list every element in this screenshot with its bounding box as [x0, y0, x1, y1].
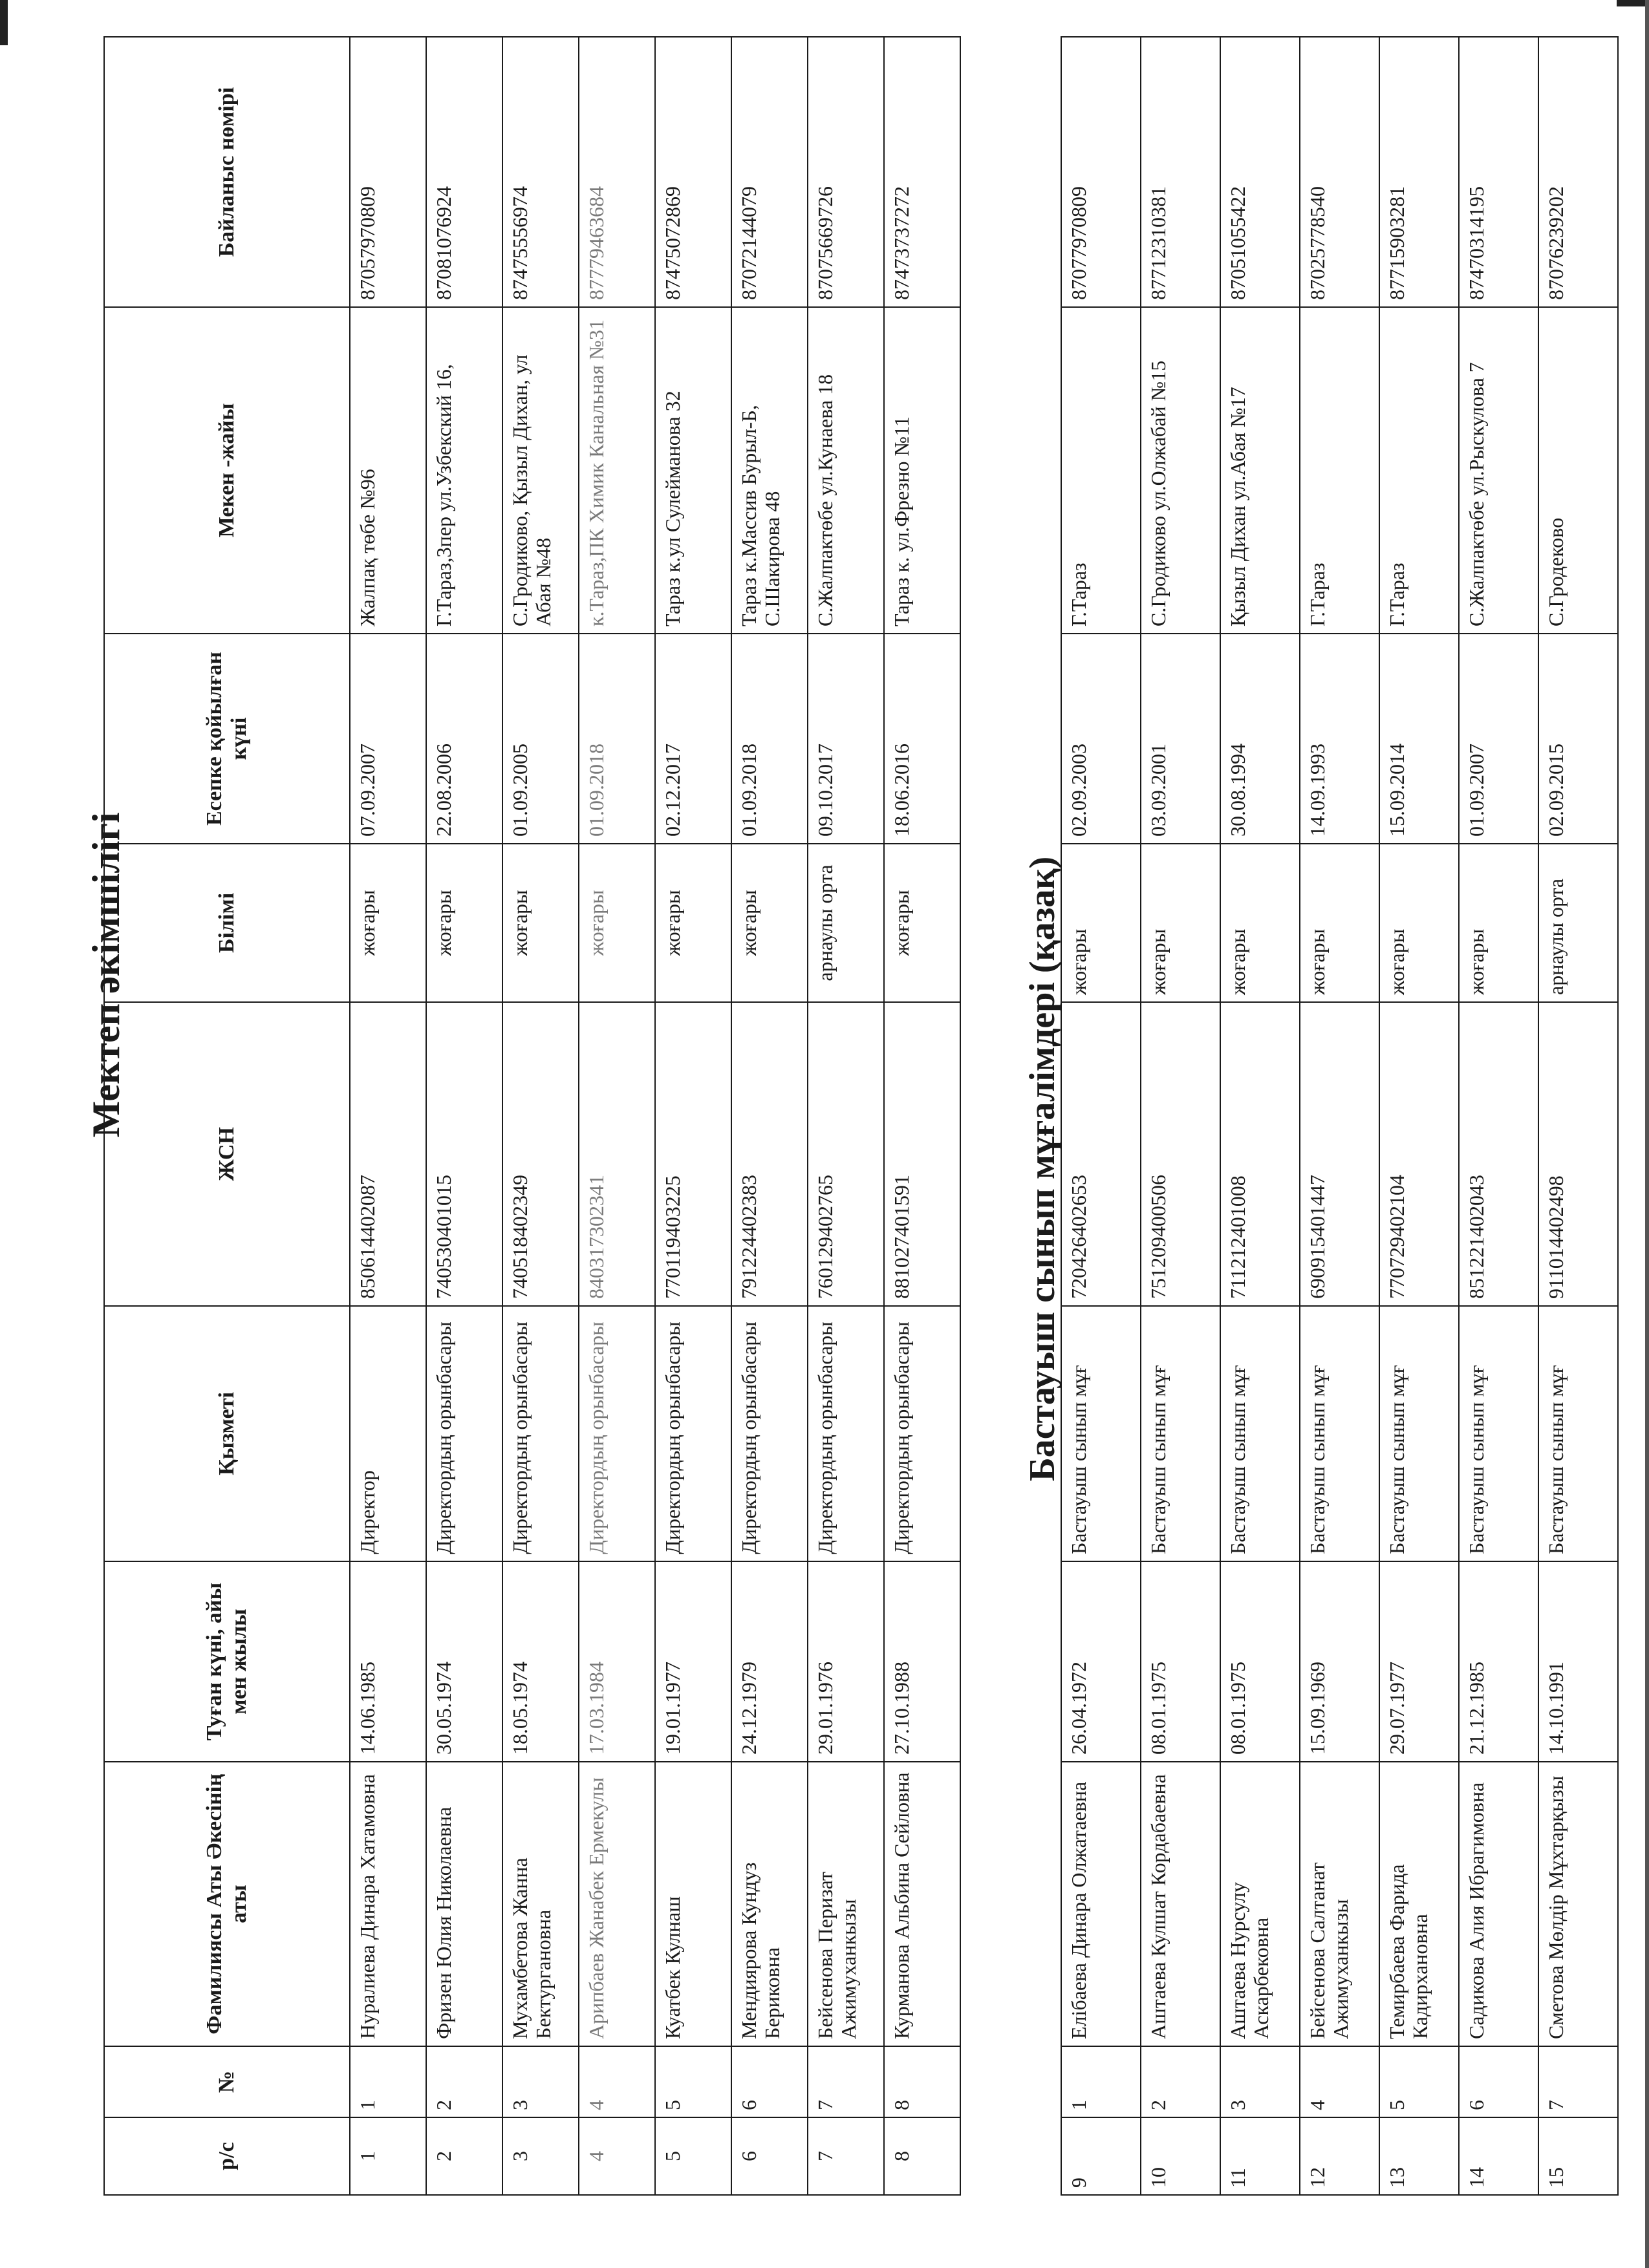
cell-education: жоғары — [1459, 844, 1538, 1002]
cell-phone: 87051055422 — [1220, 37, 1300, 307]
cell-iin: 791224402383 — [731, 1002, 808, 1306]
cell-no: 1 — [350, 2046, 426, 2117]
primary-section-title: Бастауыш сынып мұғалімдері (қазақ) — [1022, 856, 1062, 1482]
cell-name: Нуралиева Динара Хатамовна — [350, 1762, 426, 2046]
cell-rc: 2 — [426, 2117, 502, 2195]
cell-no: 7 — [808, 2046, 884, 2117]
table-row — [731, 37, 808, 2195]
cell-no: 1 — [1061, 2046, 1141, 2117]
cell-registered: 09.10.2017 — [808, 634, 884, 844]
cell-name: Темирбаева Фарида Кадирхановна — [1379, 1762, 1459, 2046]
header-iin: ЖСН — [104, 1002, 350, 1306]
cell-registered: 01.09.2005 — [502, 634, 579, 844]
cell-rc: 1 — [350, 2117, 426, 2195]
table-row — [426, 37, 502, 2195]
table-row — [1061, 37, 1141, 2195]
cell-phone: 87712310381 — [1141, 37, 1220, 307]
cell-position: Бастауыш сынып мұғ — [1061, 1306, 1141, 1561]
cell-registered: 22.08.2006 — [426, 634, 502, 844]
cell-position: Бастауыш сынып мұғ — [1459, 1306, 1538, 1561]
cell-position: Бастауыш сынып мұғ — [1538, 1306, 1618, 1561]
cell-registered: 15.09.2014 — [1379, 634, 1459, 844]
cell-phone: 87077970809 — [1061, 37, 1141, 307]
cell-address: Тараз к. ул.Фрезно №11 — [884, 307, 960, 634]
cell-position: Директордың орынбасары — [579, 1306, 655, 1561]
cell-position: Директордың орынбасары — [502, 1306, 579, 1561]
cell-iin: 850614402087 — [350, 1002, 426, 1306]
cell-education: жоғары — [1300, 844, 1379, 1002]
table-row — [1538, 37, 1618, 2195]
cell-education: арнаулы орта — [1538, 844, 1618, 1002]
table-row — [655, 37, 731, 2195]
cell-birth: 14.10.1991 — [1538, 1561, 1618, 1762]
cell-birth: 14.06.1985 — [350, 1561, 426, 1762]
header-registered: Есепке қойылған күні — [104, 634, 350, 844]
cell-rc: 14 — [1459, 2117, 1538, 2195]
cell-address: С.Гродиково, Қызыл Дихан, ул Абая №48 — [502, 307, 579, 634]
cell-birth: 21.12.1985 — [1459, 1561, 1538, 1762]
cell-education: жоғары — [502, 844, 579, 1002]
cell-iin: 720426402653 — [1061, 1002, 1141, 1306]
cell-birth: 15.09.1969 — [1300, 1561, 1379, 1762]
header-rc: р/с — [104, 2117, 350, 2195]
cell-iin: 911014402498 — [1538, 1002, 1618, 1306]
cell-address: Тараз к.ул Сулейманова 32 — [655, 307, 731, 634]
cell-birth: 27.10.1988 — [884, 1561, 960, 1762]
cell-iin: 760129402765 — [808, 1002, 884, 1306]
cell-birth: 30.05.1974 — [426, 1561, 502, 1762]
cell-birth: 19.01.1977 — [655, 1561, 731, 1762]
cell-no: 2 — [426, 2046, 502, 2117]
cell-birth: 24.12.1979 — [731, 1561, 808, 1762]
header-no: № — [104, 2046, 350, 2117]
cell-rc: 12 — [1300, 2117, 1379, 2195]
cell-name: Сметова Мөлдір Мұхтарқызы — [1538, 1762, 1618, 2046]
header-name: Фамилиясы Аты Әкесінің аты — [104, 1762, 350, 2046]
admin-section-title: Мектеп әкімшілігі — [85, 812, 127, 1138]
cell-education: жоғары — [426, 844, 502, 1002]
cell-birth: 18.05.1974 — [502, 1561, 579, 1762]
cell-rc: 13 — [1379, 2117, 1459, 2195]
cell-no: 5 — [1379, 2046, 1459, 2117]
cell-registered: 30.08.1994 — [1220, 634, 1300, 844]
cell-rc: 5 — [655, 2117, 731, 2195]
table-row — [1141, 37, 1220, 2195]
cell-name: Курманова Альбина Сейловна — [884, 1762, 960, 2046]
cell-rc: 6 — [731, 2117, 808, 2195]
cell-birth: 17.03.1984 — [579, 1561, 655, 1762]
table-row — [502, 37, 579, 2195]
table-row — [884, 37, 960, 2195]
cell-no: 3 — [1220, 2046, 1300, 2117]
cell-education: арнаулы орта — [808, 844, 884, 1002]
cell-education: жоғары — [884, 844, 960, 1002]
cell-address: С.Гродеково — [1538, 307, 1618, 634]
cell-rc: 3 — [502, 2117, 579, 2195]
cell-birth: 29.07.1977 — [1379, 1561, 1459, 1762]
cell-position: Бастауыш сынып мұғ — [1220, 1306, 1300, 1561]
cell-address: С.Гродиково ул.Олжабай №15 — [1141, 307, 1220, 634]
cell-education: жоғары — [1141, 844, 1220, 1002]
cell-phone: 87076239202 — [1538, 37, 1618, 307]
cell-phone: 87081076924 — [426, 37, 502, 307]
cell-address: Г.Тараз — [1379, 307, 1459, 634]
cell-registered: 01.09.2018 — [731, 634, 808, 844]
cell-no: 2 — [1141, 2046, 1220, 2117]
cell-address: Г.Тараз — [1061, 307, 1141, 634]
cell-registered: 07.09.2007 — [350, 634, 426, 844]
cell-no: 8 — [884, 2046, 960, 2117]
cell-rc: 4 — [579, 2117, 655, 2195]
cell-address: С.Жалпактөбе ул.Кунаева 18 — [808, 307, 884, 634]
header-phone: Байланыс нөмірі — [104, 37, 350, 307]
cell-name: Аштаева Кулшат Кордабаевна — [1141, 1762, 1220, 2046]
cell-phone: 87470314195 — [1459, 37, 1538, 307]
table-row — [579, 37, 655, 2195]
cell-rc: 11 — [1220, 2117, 1300, 2195]
cell-position: Директордың орынбасары — [426, 1306, 502, 1561]
cell-name: Арипбаев Жанабек Ермекулы — [579, 1762, 655, 2046]
cell-name: Куатбек Кулнаш — [655, 1762, 731, 2046]
cell-no: 6 — [731, 2046, 808, 2117]
cell-registered: 03.09.2001 — [1141, 634, 1220, 844]
header-birth: Туған күні, айы мен жылы — [104, 1561, 350, 1762]
cell-address: Қызыл Дихан ул.Абая №17 — [1220, 307, 1300, 634]
cell-name: Мухамбетова Жанна Бектургановна — [502, 1762, 579, 2046]
cell-education: жоғары — [579, 844, 655, 1002]
cell-birth: 08.01.1975 — [1141, 1561, 1220, 1762]
header-address: Мекен -жайы — [104, 307, 350, 634]
cell-address: Г.Тараз,3пер ул.Узбекский 16, — [426, 307, 502, 634]
cell-iin: 851221402043 — [1459, 1002, 1538, 1306]
cell-address: к.Тараз,ПК Химик Канальная №31 — [579, 307, 655, 634]
cell-registered: 01.09.2007 — [1459, 634, 1538, 844]
cell-position: Директордың орынбасары — [731, 1306, 808, 1561]
cell-no: 5 — [655, 2046, 731, 2117]
cell-iin: 770729402104 — [1379, 1002, 1459, 1306]
cell-education: жоғары — [350, 844, 426, 1002]
cell-iin: 711212401008 — [1220, 1002, 1300, 1306]
cell-address: Жалпақ төбе №96 — [350, 307, 426, 634]
cell-position: Директордың орынбасары — [808, 1306, 884, 1561]
cell-phone: 87475556974 — [502, 37, 579, 307]
cell-address: Тараз к.Массив Бурыл-Б, С.Шакирова 48 — [731, 307, 808, 634]
cell-registered: 02.12.2017 — [655, 634, 731, 844]
cell-phone: 87072144079 — [731, 37, 808, 307]
table-row — [1459, 37, 1538, 2195]
cell-phone: 87779463684 — [579, 37, 655, 307]
table-row — [808, 37, 884, 2195]
admin-table-header — [104, 37, 350, 2195]
cell-position: Директордың орынбасары — [884, 1306, 960, 1561]
cell-education: жоғары — [1379, 844, 1459, 1002]
table-row — [1220, 37, 1300, 2195]
cell-position: Бастауыш сынып мұғ — [1300, 1306, 1379, 1561]
primary-teachers-table — [1061, 36, 1619, 2196]
cell-no: 6 — [1459, 2046, 1538, 2117]
table-row — [1379, 37, 1459, 2195]
cell-name: Аштаева Нурсулу Аскарбековна — [1220, 1762, 1300, 2046]
admin-table — [103, 36, 961, 2196]
cell-rc: 7 — [808, 2117, 884, 2195]
cell-name: Садикова Алия Ибрагимовна — [1459, 1762, 1538, 2046]
cell-address: Г.Тараз — [1300, 307, 1379, 634]
cell-iin: 881027401591 — [884, 1002, 960, 1306]
cell-iin: 740530401015 — [426, 1002, 502, 1306]
cell-registered: 01.09.2018 — [579, 634, 655, 844]
cell-name: Елібаева Динара Олжатаевна — [1061, 1762, 1141, 2046]
cell-phone: 87075669726 — [808, 37, 884, 307]
cell-iin: 740518402349 — [502, 1002, 579, 1306]
cell-birth: 29.01.1976 — [808, 1561, 884, 1762]
cell-registered: 02.09.2003 — [1061, 634, 1141, 844]
cell-iin: 770119403225 — [655, 1002, 731, 1306]
cell-address: С.Жалпактөбе ул.Рыскулова 7 — [1459, 307, 1538, 634]
cell-education: жоғары — [731, 844, 808, 1002]
header-education: Білімі — [104, 844, 350, 1002]
cell-birth: 26.04.1972 — [1061, 1561, 1141, 1762]
header-position: Қызметі — [104, 1306, 350, 1561]
cell-name: Бейсенова Салтанат Ажимуханкызы — [1300, 1762, 1379, 2046]
cell-name: Бейсенова Перизат Ажимуханкызы — [808, 1762, 884, 2046]
cell-phone: 87475072869 — [655, 37, 731, 307]
cell-rc: 10 — [1141, 2117, 1220, 2195]
cell-phone: 87057970809 — [350, 37, 426, 307]
cell-iin: 751209400506 — [1141, 1002, 1220, 1306]
cell-education: жоғары — [1061, 844, 1141, 1002]
cell-no: 3 — [502, 2046, 579, 2117]
cell-position: Директордың орынбасары — [655, 1306, 731, 1561]
cell-position: Бастауыш сынып мұғ — [1141, 1306, 1220, 1561]
cell-rc: 9 — [1061, 2117, 1141, 2195]
cell-education: жоғары — [1220, 844, 1300, 1002]
cell-phone: 87715903281 — [1379, 37, 1459, 307]
cell-registered: 02.09.2015 — [1538, 634, 1618, 844]
cell-no: 4 — [579, 2046, 655, 2117]
cell-birth: 08.01.1975 — [1220, 1561, 1300, 1762]
table-row — [350, 37, 426, 2195]
cell-registered: 14.09.1993 — [1300, 634, 1379, 844]
cell-rc: 15 — [1538, 2117, 1618, 2195]
cell-name: Мендиярова Кундуз Бериковна — [731, 1762, 808, 2046]
cell-phone: 87473737272 — [884, 37, 960, 307]
cell-iin: 690915401447 — [1300, 1002, 1379, 1306]
cell-position: Бастауыш сынып мұғ — [1379, 1306, 1459, 1561]
cell-position: Директор — [350, 1306, 426, 1561]
cell-education: жоғары — [655, 844, 731, 1002]
cell-name: Фризен Юлия Николаевна — [426, 1762, 502, 2046]
table-row — [1300, 37, 1379, 2195]
cell-phone: 87025778540 — [1300, 37, 1379, 307]
cell-rc: 8 — [884, 2117, 960, 2195]
cell-iin: 840317302341 — [579, 1002, 655, 1306]
cell-registered: 18.06.2016 — [884, 634, 960, 844]
cell-no: 7 — [1538, 2046, 1618, 2117]
cell-no: 4 — [1300, 2046, 1379, 2117]
